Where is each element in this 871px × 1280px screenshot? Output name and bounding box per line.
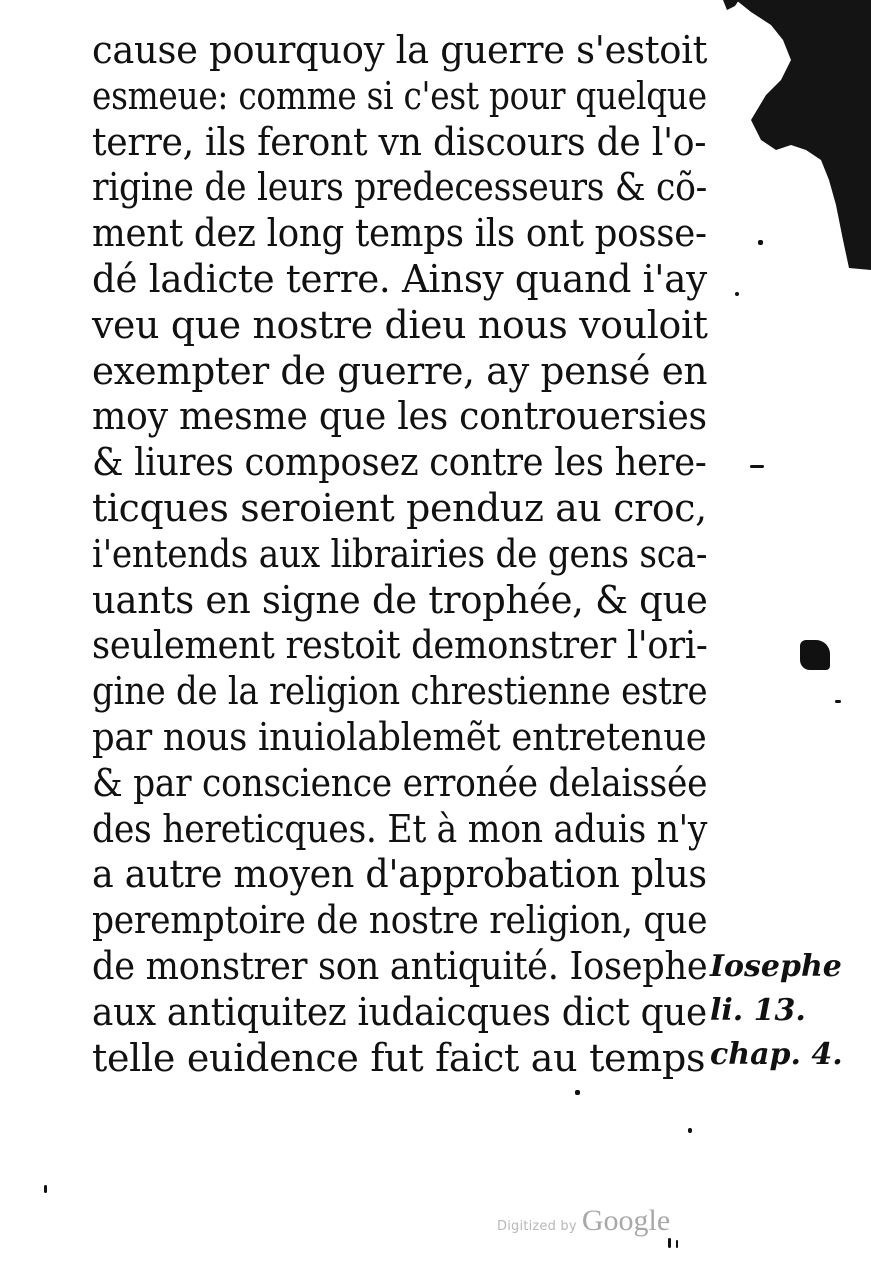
text-line: & par conscience erronée delaissée	[92, 760, 708, 805]
text-line: cause pourquoy la guerre s'estoit	[92, 28, 708, 72]
text-line: terre, ils feront vn discours de l'o-	[92, 119, 707, 164]
ink-speck	[688, 1128, 692, 1133]
google-logo: Google	[581, 1204, 671, 1237]
text-line: seulement restoit demonstrer l'ori-	[92, 623, 708, 668]
ink-speck	[44, 1185, 47, 1193]
text-line: peremptoire de nostre religion, que	[92, 898, 708, 943]
margin-note-line: chap. 4.	[710, 1037, 843, 1072]
ink-speck	[835, 700, 841, 703]
text-line: uants en signe de trophée, & que	[92, 577, 708, 622]
text-line: telle euidence fut faict au temps	[92, 1035, 706, 1080]
text-line: veu que nostre dieu nous vouloit	[92, 302, 708, 347]
text-line: par nous inuiolablemẽt entretenue	[92, 714, 707, 759]
watermark-prefix: Digitized by	[497, 1219, 577, 1234]
ink-speck	[750, 465, 764, 468]
text-line: esmeue: comme si c'est pour quelque	[92, 73, 707, 118]
text-line: i'entends aux librairies de gens sca-	[92, 531, 708, 576]
margin-note-line: li. 13.	[710, 993, 806, 1028]
text-line: de monstrer son antiquité. Iosephe	[92, 943, 708, 988]
text-line: dé ladicte terre. Ainsy quand i'ay	[92, 256, 707, 301]
ink-speck	[758, 240, 763, 245]
text-line: a autre moyen d'approbation plus	[92, 852, 707, 897]
ink-speck	[676, 1240, 678, 1248]
text-line: rigine de leurs predecesseurs & cõ-	[92, 165, 707, 210]
text-line: gine de la religion chrestienne estre	[92, 669, 708, 714]
text-line: des hereticques. Et à mon aduis n'y	[92, 806, 708, 851]
text-line: moy mesme que les controuersies	[92, 394, 707, 439]
margin-note-line: Iosephe	[710, 949, 842, 984]
ink-speck	[800, 640, 830, 670]
ink-speck	[668, 1238, 671, 1248]
main-text-block	[92, 28, 712, 1081]
ink-speck	[735, 292, 739, 296]
page-edge-shadow	[721, 0, 871, 270]
text-line: ment dez long temps ils ont posse-	[92, 211, 707, 256]
text-line: aux antiquitez iudaicques dict que	[92, 989, 707, 1034]
text-line: ticques seroient penduz au croc,	[92, 485, 707, 530]
digitized-watermark	[497, 1204, 670, 1238]
text-line: exempter de guerre, ay pensé en	[92, 348, 708, 393]
text-line: & liures composez contre les here-	[92, 440, 707, 485]
margin-note	[710, 945, 850, 1077]
ink-speck	[575, 1090, 580, 1095]
